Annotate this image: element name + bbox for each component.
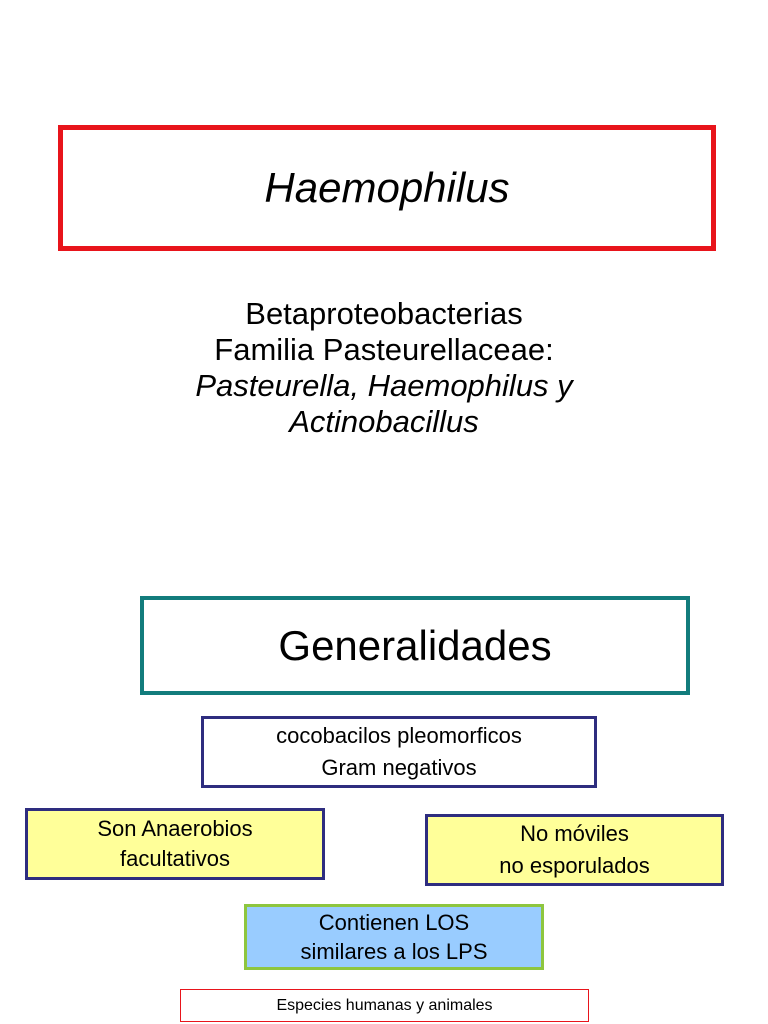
- especies-box: [180, 989, 589, 1022]
- classification-block: [100, 296, 668, 440]
- family-line: Familia Pasteurellaceae:: [214, 332, 554, 367]
- genera-line-1: Pasteurella, Haemophilus y: [195, 368, 573, 403]
- morphology-line-2: Gram negativos: [321, 755, 477, 780]
- motility-line-2: no esporulados: [499, 853, 650, 878]
- morphology-line-1: cocobacilos pleomorficos: [276, 723, 522, 748]
- generalidades-box: [140, 596, 690, 695]
- los-line-1: Contienen LOS: [318, 910, 470, 935]
- section-heading: Generalidades: [278, 621, 552, 669]
- anaerobios-box: [25, 808, 325, 880]
- anaerobios-line-2: facultativos: [119, 846, 231, 871]
- page-title: Haemophilus: [264, 164, 510, 211]
- motility-box: [425, 814, 724, 886]
- genera-line-2: Actinobacillus: [289, 404, 479, 439]
- title-box: [58, 125, 716, 251]
- especies-text: Especies humanas y animales: [276, 996, 493, 1014]
- los-box: [244, 904, 544, 970]
- class-line: Betaproteobacterias: [245, 296, 523, 331]
- anaerobios-line-1: Son Anaerobios: [97, 816, 253, 841]
- motility-line-1: No móviles: [520, 821, 629, 846]
- los-line-2: similares a los LPS: [300, 939, 488, 964]
- morphology-box: [201, 716, 597, 788]
